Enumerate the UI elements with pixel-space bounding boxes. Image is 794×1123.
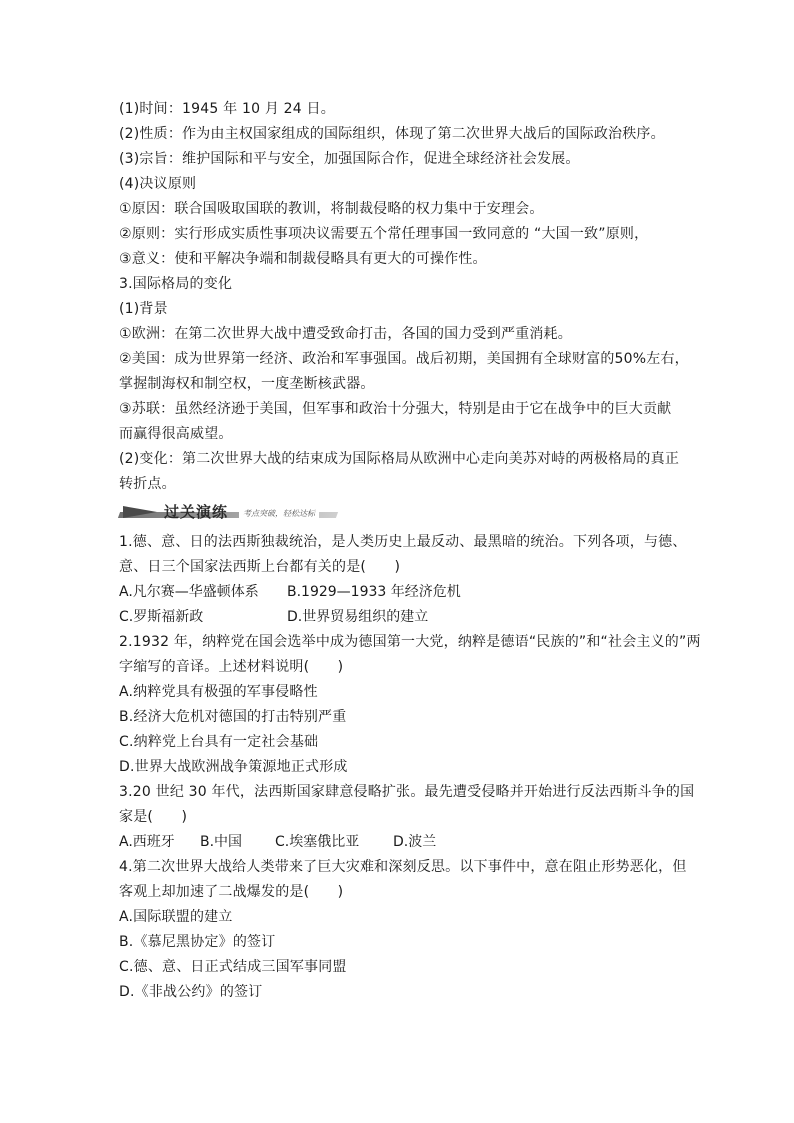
option-a[interactable]: A.纳粹党具有极强的军事侵略性 — [119, 684, 318, 700]
text-line: (2)变化：第二次世界大战的结束成为国际格局从欧洲中心走向美苏对峙的两极格局的真正 — [119, 451, 680, 467]
question-1-options-row-2 — [119, 605, 689, 630]
option-b[interactable]: B.中国 — [200, 834, 243, 850]
section-heading: 3.国际格局的变化 — [119, 276, 233, 292]
text-line: 转折点。 — [119, 476, 176, 492]
question-1-options-row-1 — [119, 580, 689, 605]
text-line: (3)宗旨：维护国际和平与安全，加强国际合作，促进全球经济社会发展。 — [119, 151, 580, 167]
text-line: (1)背景 — [119, 301, 168, 317]
option-c[interactable]: C.纳粹党上台具有一定社会基础 — [119, 734, 319, 750]
text-line: (4)决议原则 — [119, 176, 197, 192]
question-1-stem: 1.德、意、日的法西斯独裁统治，是人类历史上最反动、最黑暗的统治。下列各项，与德、 — [119, 534, 687, 550]
option-d[interactable]: D.波兰 — [393, 834, 437, 850]
question-1-stem-cont: 意、日三个国家法西斯上台都有关的是( ) — [119, 559, 401, 575]
banner-arrow-icon — [123, 506, 157, 518]
text-line: 而赢得很高威望。 — [119, 426, 233, 442]
option-c[interactable]: C.罗斯福新政 — [119, 609, 204, 625]
option-d[interactable]: D.《非战公约》的签订 — [119, 984, 263, 1000]
text-line: ③苏联：虽然经济逊于美国，但军事和政治十分强大，特别是由于它在战争中的巨大贡献 — [119, 401, 672, 417]
text-line: ②原则：实行形成实质性事项决议需要五个常任理事国一致同意的 “大国一致”原则， — [119, 226, 649, 242]
banner-subtitle: 考点突破，轻松达标 — [239, 508, 319, 519]
question-2-stem-cont: 字缩写的音译。上述材料说明( ) — [119, 659, 344, 675]
document-page — [119, 97, 701, 1005]
option-b[interactable]: B.《慕尼黑协定》的签订 — [119, 934, 276, 950]
option-b[interactable]: B.1929—1933 年经济危机 — [287, 584, 461, 600]
option-a[interactable]: A.西班牙 — [119, 834, 175, 850]
question-3-options-row — [119, 830, 689, 855]
text-line: ③意义：使和平解决争端和制裁侵略具有更大的可操作性。 — [119, 251, 487, 267]
text-line: ①原因：联合国吸取国联的教训，将制裁侵略的权力集中于安理会。 — [119, 201, 544, 217]
text-line: (1)时间：1945 年 10 月 24 日。 — [119, 101, 335, 117]
question-2-stem: 2.1932 年，纳粹党在国会选举中成为德国第一大党，纳粹是德语“民族的”和“社会主义的”两 — [119, 634, 701, 650]
option-b[interactable]: B.经济大危机对德国的打击特别严重 — [119, 709, 347, 725]
option-d[interactable]: D.世界大战欧洲战争策源地正式形成 — [119, 759, 348, 775]
text-line: ②美国：成为世界第一经济、政治和军事强国。战后初期，美国拥有全球财富的50%左右， — [119, 351, 689, 367]
question-3-stem-cont: 家是( ) — [119, 809, 188, 825]
text-line: 掌握制海权和制空权，一度垄断核武器。 — [119, 376, 375, 392]
question-4-stem-cont: 客观上却加速了二战爆发的是( ) — [119, 884, 344, 900]
text-line: (2)性质：作为由主权国家组成的国际组织，体现了第二次世界大战后的国际政治秩序。 — [119, 126, 665, 142]
practice-banner — [119, 498, 689, 526]
question-4-stem: 4.第二次世界大战给人类带来了巨大灾难和深刻反思。以下事件中，意在阻止形势恶化，但 — [119, 859, 687, 875]
banner-title: 过关演练 — [164, 503, 229, 521]
text-line: ①欧洲：在第二次世界大战中遭受致命打击，各国的国力受到严重消耗。 — [119, 326, 572, 342]
option-a[interactable]: A.凡尔赛—华盛顿体系 — [119, 584, 259, 600]
option-a[interactable]: A.国际联盟的建立 — [119, 909, 233, 925]
option-c[interactable]: C.德、意、日正式结成三国军事同盟 — [119, 959, 347, 975]
question-3-stem: 3.20 世纪 30 年代，法西斯国家肆意侵略扩张。最先遭受侵略并开始进行反法西斯斗争的国 — [119, 784, 695, 800]
option-c[interactable]: C.埃塞俄比亚 — [275, 834, 360, 850]
option-d[interactable]: D.世界贸易组织的建立 — [287, 609, 429, 625]
